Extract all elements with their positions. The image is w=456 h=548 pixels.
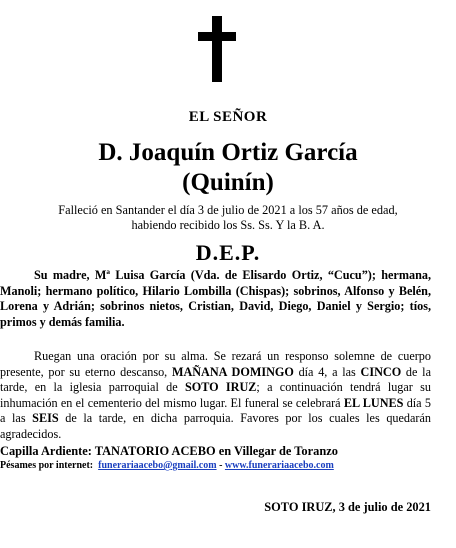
website-link[interactable]: www.funerariaacebo.com: [224, 460, 334, 471]
service-text-2: día 4, a las: [293, 364, 361, 379]
service-bold-3: SOTO IRUZ: [184, 380, 257, 394]
service-text-1: Ruegan una oración por su alma. Se rezará un responso solemne de cuerpo presente, por su eterno descanso,: [0, 349, 431, 379]
service-bold-2: CINCO: [360, 364, 402, 379]
deceased-name: D. Joaquín Ortiz García: [98, 139, 358, 166]
service-text-4: ; a continuación tendrá lugar su inhumación en el cementerio del mismo lugar. El funeral se celebrará: [0, 380, 432, 410]
family-paragraph: [0, 268, 431, 330]
dep-heading: D.E.P.: [195, 240, 261, 265]
family-text: Su madre, Mª Luisa García (Vda. de Elisardo Ortiz, “Cucu”); hermana, Manoli; hermano político, Hilario Lombilla (Chispas); sobrinos, Alfonso y Belén, Lorena y Adrián; sobrinos nietos, Cristian, David, Diego, Daniel y Sergio; tíos, primos y demás familia.: [0, 268, 431, 329]
condolences-label: Pésames por internet:: [0, 460, 94, 471]
service-text-6: de la tarde, en dicha parroquia. Favores por los cuales les quedarán agradecidos.: [0, 411, 431, 441]
death-notice-line2: habiendo recibido los Ss. Ss. Y la B. A.: [131, 218, 325, 232]
death-notice: [0, 203, 456, 233]
chapel-info: Capilla Ardiente: TANATORIO ACEBO en Villegar de Toranzo: [0, 444, 338, 458]
service-bold-4: EL LUNES: [343, 395, 404, 410]
honorific-title: EL SEÑOR: [188, 109, 268, 125]
service-bold-1: MAÑANA DOMINGO: [171, 364, 294, 379]
death-notice-line1: Falleció en Santander el día 3 de julio de 2021 a los 57 años de edad,: [58, 203, 398, 217]
service-paragraph: [0, 349, 431, 442]
link-separator: -: [216, 460, 225, 471]
deceased-nickname: (Quinín): [182, 169, 274, 196]
condolences-line: [0, 460, 334, 471]
service-bold-5: SEIS: [32, 411, 59, 425]
service-text-3: de la tarde, en la iglesia parroquial de: [0, 364, 431, 394]
cross-icon: [198, 16, 236, 82]
email-link[interactable]: funerariaacebo@gmail.com: [98, 460, 217, 471]
service-text-5: día 5 a las: [0, 395, 431, 425]
place-date: SOTO IRUZ, 3 de julio de 2021: [264, 500, 431, 514]
